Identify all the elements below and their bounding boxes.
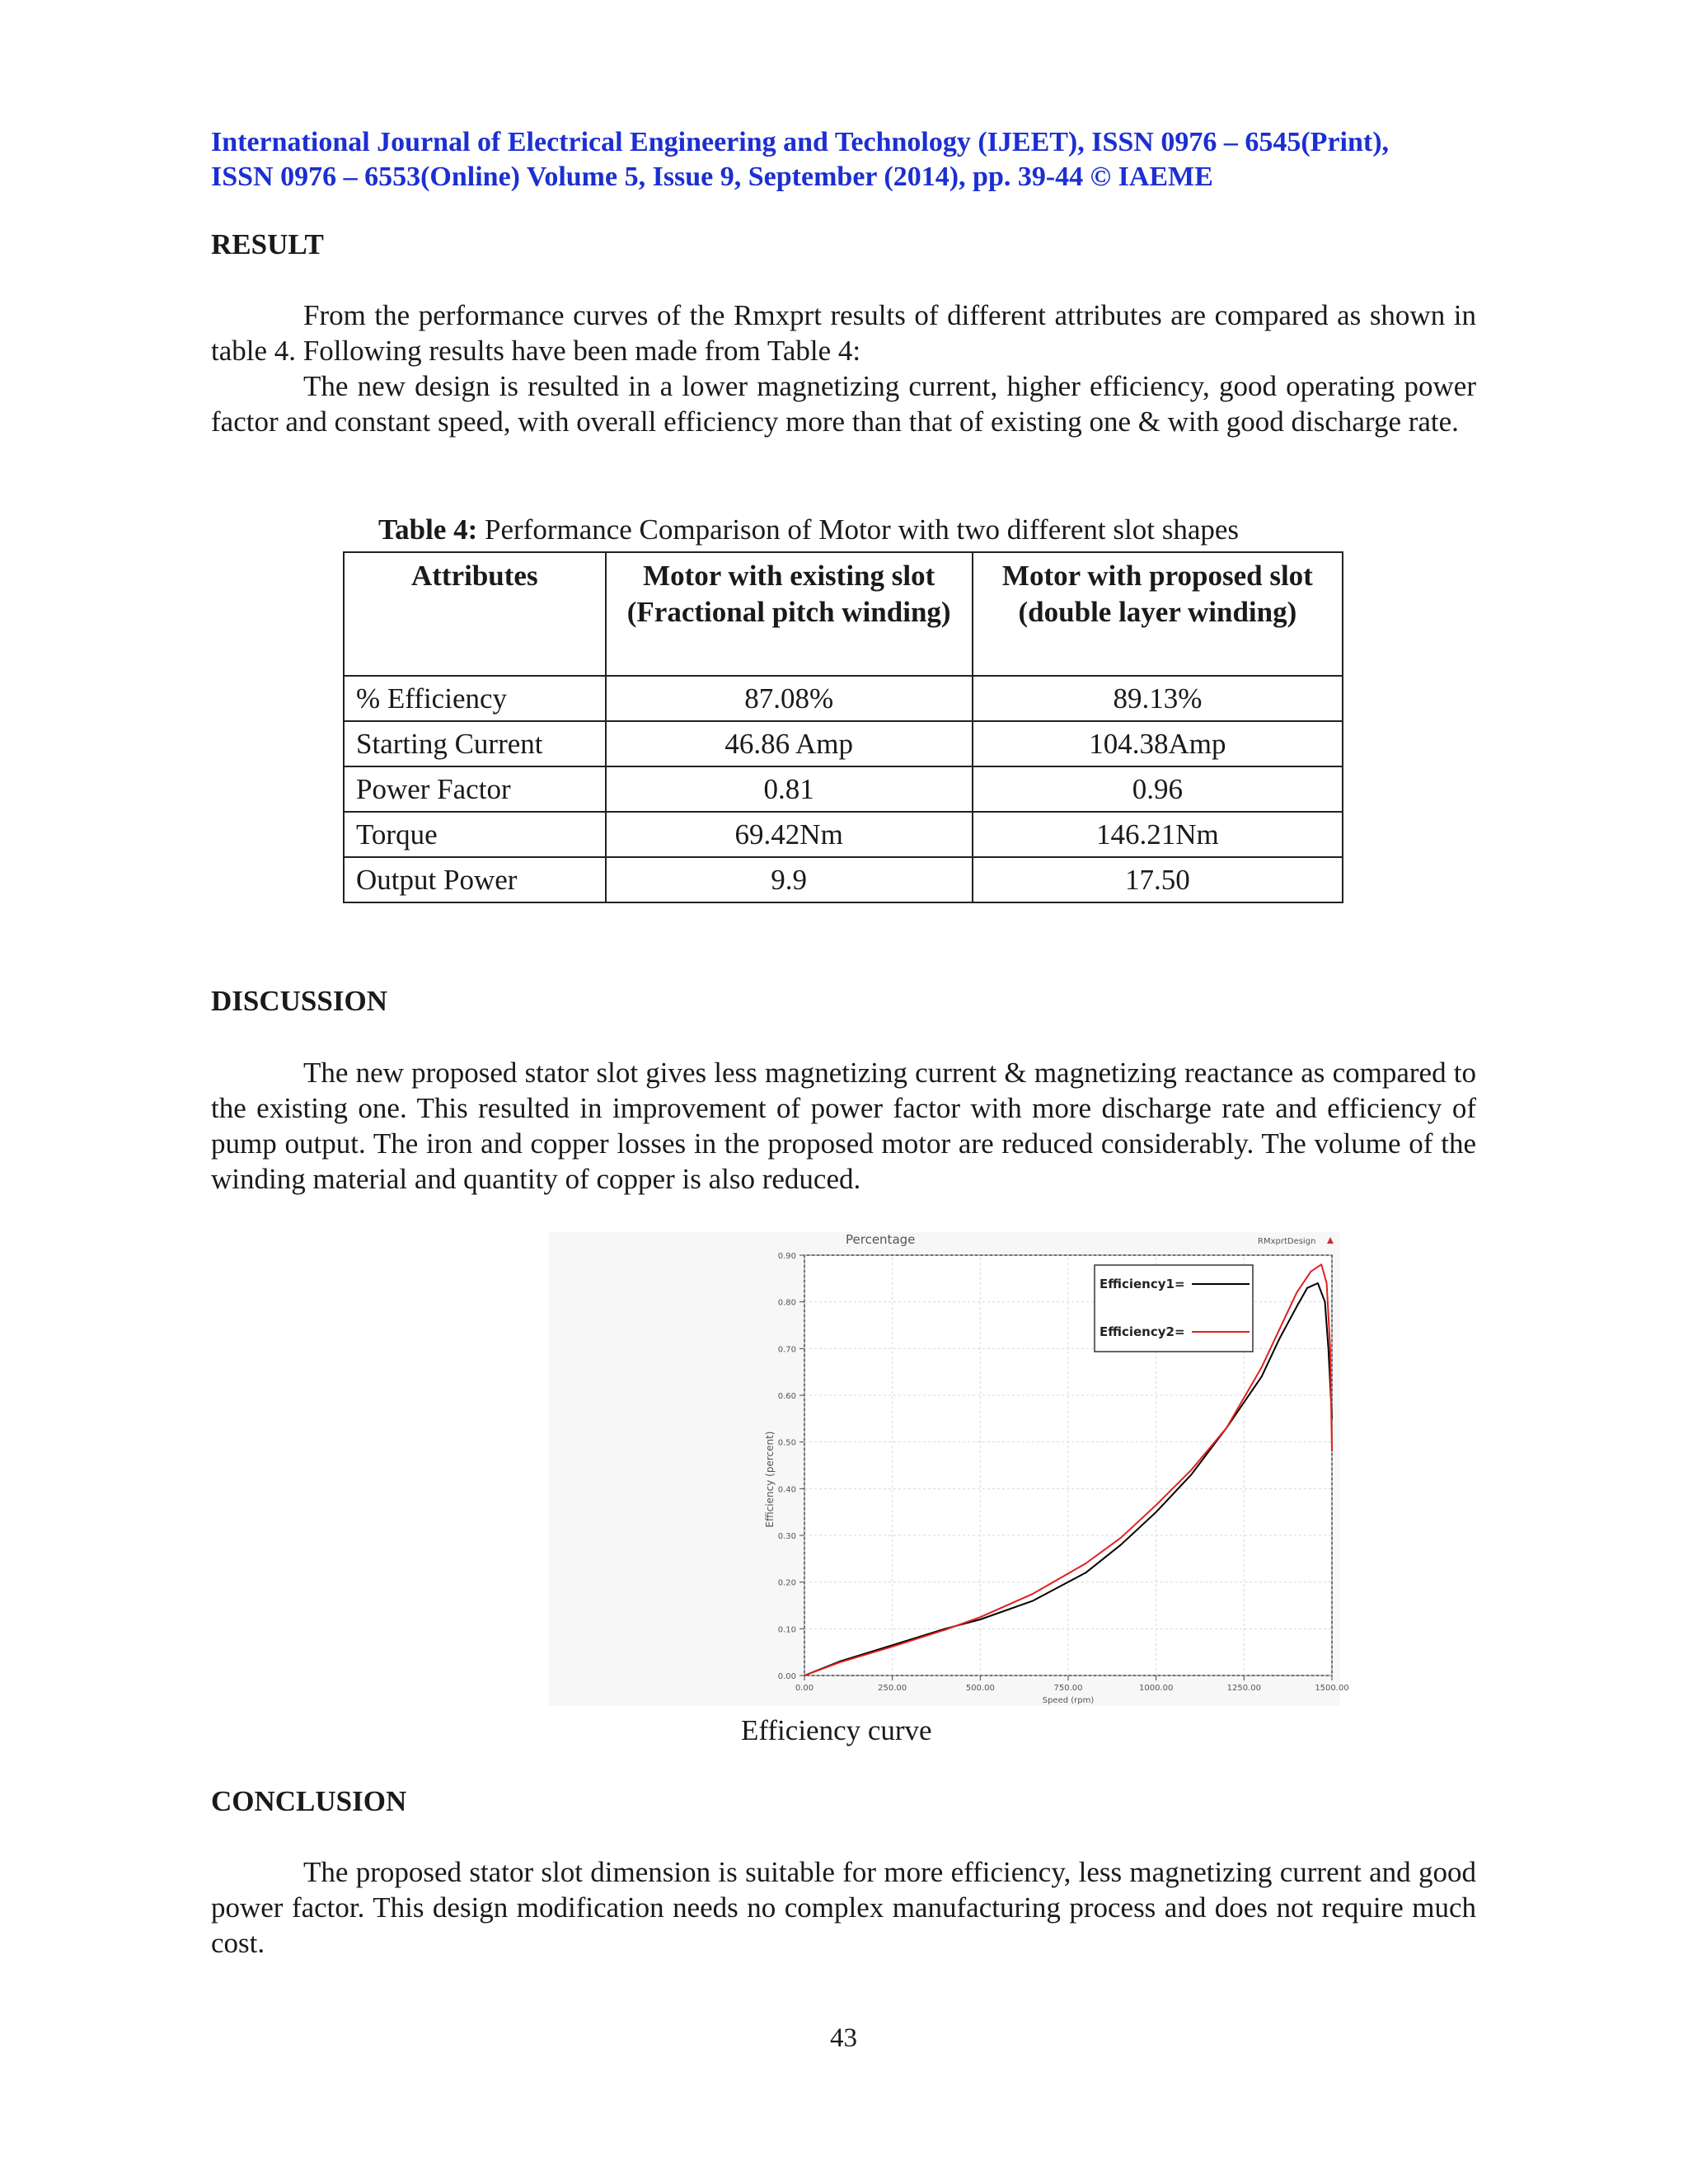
table-row (344, 857, 1343, 902)
discussion-paragraph-1: The new proposed stator slot gives less magnetizing current & magnetizing reactance as compared to the existing one. This resulted in improvement of power factor with more discharge rate and efficiency of pump output. The iron and copper losses in the proposed motor are reduced considerably. The volume of the winding material and quantity of copper is also reduced. (211, 1057, 1476, 1195)
journal-header (211, 125, 1476, 194)
cell-proposed: 89.13% (973, 676, 1343, 721)
x-tick-label: 750.00 (1053, 1684, 1083, 1693)
result-text (211, 298, 1476, 439)
table-row (344, 766, 1343, 812)
y-tick-label: 0.10 (777, 1625, 796, 1635)
legend-label-efficiency2: Efficiency2= (1100, 1324, 1185, 1339)
result-paragraph-2: The new design is resulted in a lower magnetizing current, higher efficiency, good operating power factor and constant speed, with overall efficiency more than that of existing one & with good discharge rate. (211, 370, 1476, 438)
cell-existing: 0.81 (606, 766, 973, 812)
conclusion-heading: CONCLUSION (211, 1785, 407, 1817)
discussion-heading: DISCUSSION (211, 985, 387, 1017)
y-tick-label: 0.90 (777, 1252, 796, 1261)
y-tick-label: 0.50 (777, 1438, 796, 1448)
header-attributes: Attributes (344, 552, 606, 676)
table-row (344, 812, 1343, 857)
y-tick-label: 0.80 (777, 1298, 796, 1308)
y-tick-label: 0.40 (777, 1485, 796, 1495)
header-existing-slot: Motor with existing slot (Fractional pitch winding) (606, 552, 973, 676)
header-proposed-slot: Motor with proposed slot (double layer winding) (973, 552, 1343, 676)
x-tick-label: 500.00 (965, 1684, 995, 1693)
chart-legend (1095, 1265, 1253, 1352)
chart-corner-label: RMxprtDesign (1258, 1237, 1316, 1246)
figure-caption: Efficiency curve (741, 1714, 932, 1746)
y-tick-label: 0.20 (777, 1578, 796, 1588)
table-caption (378, 513, 1239, 546)
result-paragraph-1: From the performance curves of the Rmxprt results of different attributes are compared as shown in table 4. Following results have been made from Table 4: (211, 299, 1476, 367)
cell-existing: 9.9 (606, 857, 973, 902)
y-axis-label: Efficiency (percent) (764, 1431, 776, 1528)
cell-proposed: 0.96 (973, 766, 1343, 812)
chart-title: Percentage (846, 1232, 916, 1247)
cell-existing: 46.86 Amp (606, 721, 973, 766)
table-caption-label: Table 4: (378, 513, 478, 546)
performance-table (343, 551, 1343, 903)
cell-existing: 69.42Nm (606, 812, 973, 857)
table-header-row (344, 552, 1343, 676)
x-tick-label: 250.00 (878, 1684, 907, 1693)
y-tick-label: 0.30 (777, 1532, 796, 1541)
cell-attribute: % Efficiency (344, 676, 606, 721)
conclusion-paragraph-1: The proposed stator slot dimension is suitable for more efficiency, less magnetizing current and good power factor. This design modification needs no complex manufacturing process and does not require much cost. (211, 1856, 1476, 1959)
table-row (344, 676, 1343, 721)
y-tick-label: 0.70 (777, 1345, 796, 1355)
discussion-text (211, 1055, 1476, 1197)
page-number: 43 (830, 2023, 857, 2053)
header-line-1: International Journal of Electrical Engineering and Technology (IJEET), ISSN 0976 – 6545(Print), (211, 127, 1390, 157)
x-axis-label: Speed (rpm) (1042, 1696, 1095, 1705)
cell-proposed: 146.21Nm (973, 812, 1343, 857)
efficiency-chart (549, 1232, 1349, 1706)
legend-label-efficiency1: Efficiency1= (1100, 1277, 1185, 1291)
table-row (344, 721, 1343, 766)
cell-attribute: Power Factor (344, 766, 606, 812)
cell-proposed: 104.38Amp (973, 721, 1343, 766)
x-tick-label: 1500.00 (1315, 1684, 1349, 1693)
result-heading: RESULT (211, 228, 324, 260)
cell-proposed: 17.50 (973, 857, 1343, 902)
x-tick-label: 1250.00 (1226, 1684, 1262, 1693)
y-tick-label: 0.60 (777, 1392, 796, 1401)
x-tick-label: 1000.00 (1138, 1684, 1174, 1693)
y-tick-label: 0.00 (777, 1672, 796, 1681)
cell-existing: 87.08% (606, 676, 973, 721)
x-tick-label: 0.00 (795, 1684, 814, 1693)
cell-attribute: Starting Current (344, 721, 606, 766)
cell-attribute: Output Power (344, 857, 606, 902)
cell-attribute: Torque (344, 812, 606, 857)
header-line-2: ISSN 0976 – 6553(Online) Volume 5, Issue 9, September (2014), pp. 39-44 © IAEME (211, 162, 1213, 192)
conclusion-text (211, 1854, 1476, 1961)
table-caption-text: Performance Comparison of Motor with two different slot shapes (485, 513, 1240, 546)
